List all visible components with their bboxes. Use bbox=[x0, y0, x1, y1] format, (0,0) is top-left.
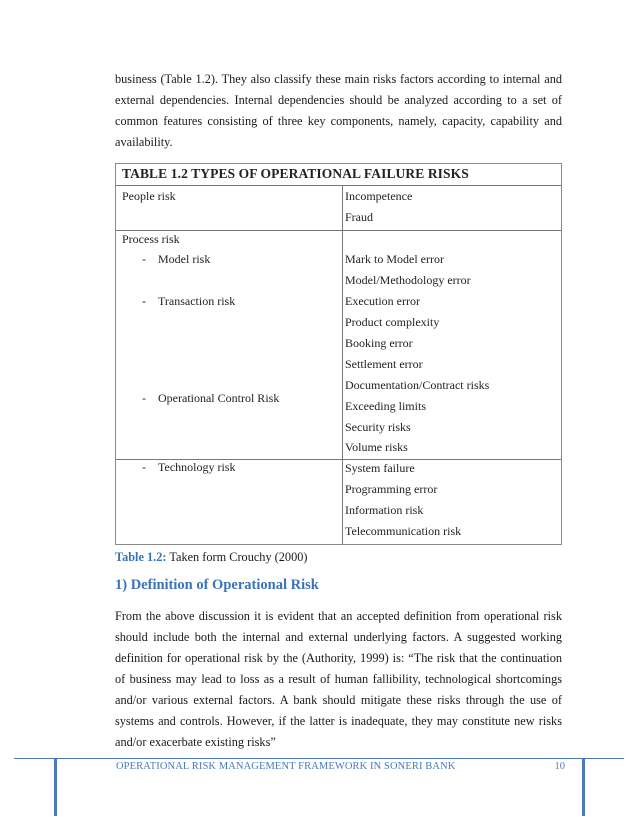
information-risk-cell: Information risk bbox=[345, 503, 424, 517]
programming-error-cell: Programming error bbox=[345, 482, 438, 496]
footer-right-bar bbox=[582, 758, 585, 816]
telecommunication-risk-cell: Telecommunication risk bbox=[345, 524, 462, 538]
settlement-error-cell: Settlement error bbox=[345, 357, 423, 371]
section-heading: 1) Definition of Operational Risk bbox=[115, 577, 319, 593]
table-divider bbox=[116, 230, 561, 231]
people-risk-label: People risk bbox=[122, 189, 176, 203]
booking-error-cell: Booking error bbox=[345, 336, 413, 350]
caption-text: Taken form Crouchy (2000) bbox=[166, 550, 308, 564]
exceeding-limits-cell: Exceeding limits bbox=[345, 399, 426, 413]
operational-failure-risks-table bbox=[115, 163, 562, 545]
bullet-dash: - bbox=[142, 460, 146, 474]
model-risk-label: Model risk bbox=[158, 252, 211, 266]
mark-to-model-cell: Mark to Model error bbox=[345, 252, 444, 266]
page-number: 10 bbox=[554, 761, 565, 772]
product-complexity-cell: Product complexity bbox=[345, 315, 440, 329]
footer-rule bbox=[14, 758, 624, 759]
operational-control-risk-label: Operational Control Risk bbox=[158, 391, 280, 405]
process-risk-label: Process risk bbox=[122, 232, 180, 246]
intro-paragraph: business (Table 1.2). They also classify these main risks factors according to internal and external dependencies. Internal dependencies should be analyzed according to a set of common features consisting of three key components, namely, capacity, capability and availability. bbox=[115, 72, 562, 149]
volume-risks-cell: Volume risks bbox=[345, 440, 408, 454]
bullet-dash: - bbox=[142, 252, 146, 266]
fraud-cell: Fraud bbox=[345, 210, 373, 224]
documentation-risks-cell: Documentation/Contract risks bbox=[345, 378, 490, 392]
incompetence-cell: Incompetence bbox=[345, 189, 413, 203]
model-methodology-cell: Model/Methodology error bbox=[345, 273, 471, 287]
technology-risk-label: Technology risk bbox=[158, 460, 236, 474]
footer-title: OPERATIONAL RISK MANAGEMENT FRAMEWORK IN SONERI BANK bbox=[116, 761, 456, 772]
transaction-risk-label: Transaction risk bbox=[158, 294, 236, 308]
bullet-dash: - bbox=[142, 391, 146, 405]
table-title: TABLE 1.2 TYPES OF OPERATIONAL FAILURE RISKS bbox=[122, 166, 469, 181]
table-caption bbox=[115, 549, 307, 565]
table-divider bbox=[116, 185, 561, 186]
bullet-dash: - bbox=[142, 294, 146, 308]
footer-left-bar bbox=[54, 758, 57, 816]
execution-error-cell: Execution error bbox=[345, 294, 420, 308]
security-risks-cell: Security risks bbox=[345, 420, 411, 434]
caption-label: Table 1.2: bbox=[115, 550, 167, 564]
table-column-divider bbox=[342, 185, 343, 544]
definition-paragraph: From the above discussion it is evident that an accepted definition from operational risk should include both the internal and external underlying factors. A suggested working definition for operational risk by the (Authority, 1999) is: “The risk that the continuation of business may lead to loss as a result of human fallibility, technological shortcomings and/or various external factors. A bank should mitigate these risks through the use of systems and controls. However, if the latter is inadequate, they may constitute new risks and/or exacerbate existing risks” bbox=[115, 609, 562, 749]
system-failure-cell: System failure bbox=[345, 461, 415, 475]
